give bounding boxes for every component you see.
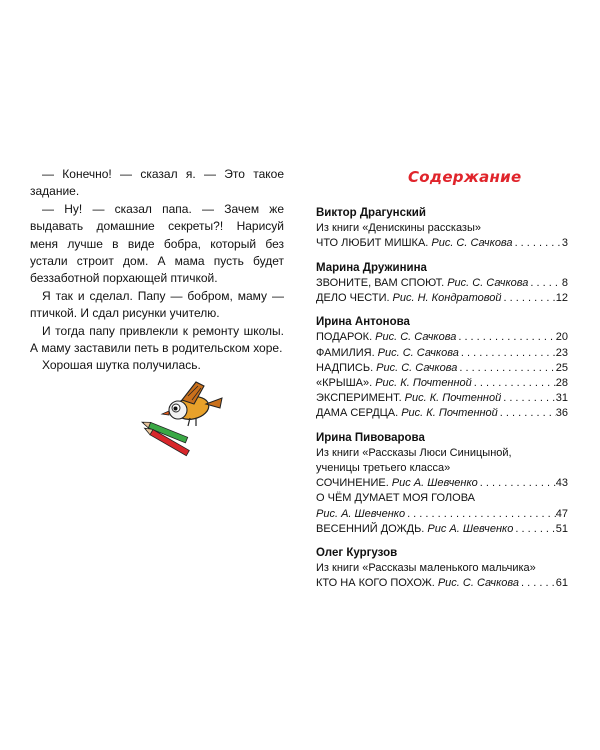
toc-entry (316, 376, 568, 391)
toc-author: Ирина Пивоварова (316, 431, 425, 444)
toc-entry (316, 346, 568, 361)
toc-leader-dots (502, 291, 556, 306)
toc-page-number: 51 (555, 522, 568, 535)
toc-page-number: 20 (555, 331, 568, 344)
toc-entry-illustrator: Рис А. Шевченко (427, 522, 514, 535)
toc-page-number: 12 (555, 292, 568, 305)
toc-entry-title: СОЧИНЕНИЕ. (316, 477, 389, 490)
toc-leader-dots (459, 346, 556, 361)
toc-author: Ирина Антонова (316, 316, 410, 329)
toc-leader-dots (472, 376, 556, 391)
paragraph: — Конечно! — сказал я. — Это такое задание. (30, 167, 284, 199)
toc-entry-title: ФАМИЛИЯ. (316, 346, 375, 359)
toc-book-note: ученицы третьего класса» (316, 462, 451, 475)
toc-entry-illustrator: Рис. К. Почтенной (401, 407, 498, 420)
toc-author: Виктор Драгунский (316, 207, 426, 219)
toc-entry (316, 236, 568, 251)
paragraph: И тогда папу привлекли к ремонту школы. А маму заставили петь в родительском хоре. (30, 323, 284, 356)
toc-page-number: 3 (561, 237, 568, 250)
toc-entry-illustrator: Рис. Н. Кондратовой (392, 292, 502, 305)
toc-entry-illustrator: Рис. С. Сачкова (375, 331, 457, 344)
toc-leader-dots (513, 522, 555, 537)
toc-book-note: Из книги «Рассказы маленького мальчика» (316, 562, 536, 575)
toc-book-note: Из книги «Денискины рассказы» (316, 222, 481, 235)
toc-entry-title: ДАМА СЕРДЦА. (316, 407, 399, 420)
table-of-contents (316, 206, 568, 592)
toc-entry-title: «КРЫША». (316, 377, 373, 390)
toc-title: Содержание (408, 168, 522, 186)
toc-page-number: 31 (555, 392, 568, 405)
toc-leader-dots (498, 406, 556, 421)
toc-entry-title: ЭКСПЕРИМЕНТ. (316, 392, 402, 405)
paragraph: Хорошая шутка получилась. (42, 358, 201, 373)
toc-entry (316, 522, 568, 537)
toc-entry-illustrator: Рис. С. Сачкова (431, 237, 513, 250)
toc-entry (316, 391, 568, 406)
toc-entry (316, 361, 568, 376)
toc-entry-illustrator: Рис. К. Почтенной (375, 377, 472, 390)
toc-entry-title: НАДПИСЬ. (316, 361, 374, 374)
toc-entry-title: ЗВОНИТЕ, ВАМ СПОЮТ. (316, 276, 445, 289)
toc-entry-title: ВЕСЕННИЙ ДОЖДЬ. (316, 522, 425, 535)
toc-leader-dots (405, 507, 556, 522)
toc-author: Марина Дружинина (316, 261, 427, 274)
toc-page-number: 28 (555, 377, 568, 390)
toc-entry-illustrator: Рис. С. Сачкова (377, 346, 459, 359)
toc-entry-title: ДЕЛО ЧЕСТИ. (316, 292, 390, 305)
toc-entry (316, 507, 568, 522)
toc-entry (316, 330, 568, 345)
toc-page-number: 61 (555, 577, 568, 590)
toc-page-number: 36 (555, 407, 568, 420)
toc-entry-title: КТО НА КОГО ПОХОЖ. (316, 577, 435, 590)
toc-leader-dots (457, 361, 555, 376)
toc-entry-illustrator: Рис. С. Сачкова (376, 361, 458, 374)
toc-entry-illustrator: Рис А. Шевченко (391, 477, 478, 490)
paragraph: — Ну! — сказал папа. — Зачем же выдавать домашние секреты?! Нарисуй меня лучше в виде бобра, который без устали строит дом. А мама пусть будет беззаботной порхающей птичкой. (30, 201, 284, 286)
toc-entry (316, 491, 568, 506)
toc-leader-dots (519, 576, 556, 591)
toc-page-number: 25 (555, 361, 568, 374)
toc-page-number: 43 (555, 477, 568, 490)
toc-entry (316, 291, 568, 306)
story-text (30, 166, 284, 375)
toc-book-note: Из книги «Рассказы Люси Синицыной, (316, 446, 512, 459)
paragraph: Я так и сделал. Папу — бобром, маму — птичкой. И сдал рисунки учителю. (30, 288, 284, 321)
toc-entry-illustrator: Рис. К. Почтенной (404, 392, 502, 405)
toc-leader-dots (478, 476, 556, 491)
toc-leader-dots (528, 276, 561, 291)
toc-entry (316, 406, 568, 421)
toc-page-number: 23 (555, 346, 568, 359)
toc-entry-illustrator: Рис. С. Сачкова (437, 577, 520, 590)
toc-leader-dots (456, 330, 555, 345)
toc-entry-title: О ЧЁМ ДУМАЕТ МОЯ ГОЛОВА (316, 492, 476, 505)
toc-leader-dots (513, 236, 562, 251)
toc-entry-illustrator: Рис. С. Сачкова (447, 276, 529, 289)
toc-entry-title: ЧТО ЛЮБИТ МИШКА. (316, 237, 429, 250)
toc-leader-dots (501, 391, 556, 406)
toc-author: Олег Кургузов (316, 547, 398, 560)
toc-page-number: 8 (561, 276, 568, 289)
toc-entry-illustrator: Рис. А. Шевченко (316, 507, 406, 520)
bird-with-pencils-icon (138, 378, 228, 458)
toc-entry (316, 576, 568, 591)
toc-entry (316, 276, 568, 291)
toc-page-number: 47 (555, 507, 568, 520)
toc-entry-title: ПОДАРОК. (316, 331, 373, 344)
toc-entry (316, 476, 568, 491)
